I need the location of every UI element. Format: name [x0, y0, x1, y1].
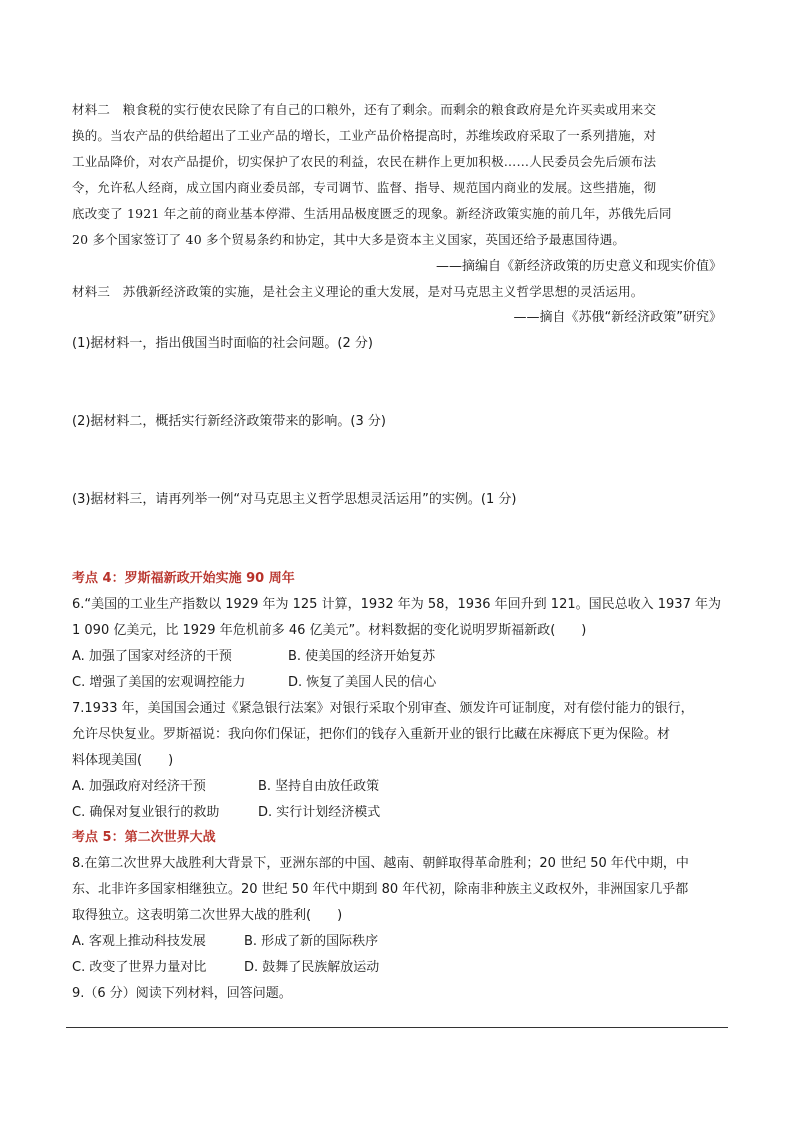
material2-line: 换的。当农产品的供给超出了工业产品的增长，工业产品价格提高时，苏维埃政府采取了一系列措施，对	[72, 128, 657, 143]
section-title-4: 考点 4：罗斯福新政开始实施 90 周年	[72, 571, 295, 586]
material2-line: 令，允许私人经商，成立国内商业委员部，专司调节、监督、指导、规范国内商业的发展。这些措施，彻	[72, 180, 657, 195]
q6-option-d: D. 恢复了美国人民的信心	[288, 675, 437, 690]
sub-question-3: (3)据材料三，请再列举一例“对马克思主义哲学思想灵活运用”的实例。(1 分)	[72, 492, 517, 507]
q7-option-d: D. 实行计划经济模式	[258, 805, 381, 820]
material2-line: 材料二 粮食税的实行使农民除了有自己的口粮外，还有了剩余。而剩余的粮食政府是允许买卖或用来交	[72, 102, 657, 117]
q6-option-a: A. 加强了国家对经济的干预	[72, 649, 232, 664]
q8-option-c: C. 改变了世界力量对比	[72, 960, 207, 975]
material2-source: ——摘编自《新经济政策的历史意义和现实价值》	[435, 259, 722, 274]
q6-option-c: C. 增强了美国的宏观调控能力	[72, 675, 246, 690]
q8-option-a: A. 客观上推动科技发展	[72, 934, 206, 949]
q7-option-c: C. 确保对复业银行的救助	[72, 805, 220, 820]
material2-line: 底改变了 1921 年之前的商业基本停滞、生活用品极度匮乏的现象。新经济政策实施的前几年，苏俄先后同	[72, 206, 672, 221]
sub-question-2: (2)据材料二，概括实行新经济政策带来的影响。(3 分)	[72, 414, 386, 429]
q9-text: 9.（6 分）阅读下列材料，回答问题。	[72, 986, 292, 1001]
material2-line: 工业品降价，对农产品提价，切实保护了农民的利益，农民在耕作上更加积极……人民委员会先后颁布法	[72, 154, 657, 169]
q6-line: 1 090 亿美元，比 1929 年危机前多 46 亿美元”。材料数据的变化说明罗斯福新政( )	[72, 623, 587, 638]
q8-line: 8.在第二次世界大战胜利大背景下，亚洲东部的中国、越南、朝鲜取得革命胜利；20 世纪 50 年代中期，中	[72, 856, 689, 871]
q7-line: 料体现美国( )	[72, 753, 174, 768]
footer-divider	[66, 1027, 728, 1028]
material3-text: 材料三 苏俄新经济政策的实施，是社会主义理论的重大发展，是对马克思主义哲学思想的灵活运用。	[72, 284, 644, 299]
q8-option-d: D. 鼓舞了民族解放运动	[244, 960, 380, 975]
material3-source: ——摘自《苏俄“新经济政策”研究》	[513, 310, 722, 325]
q8-line: 取得独立。这表明第二次世界大战的胜利( )	[72, 908, 343, 923]
q7-option-b: B. 坚持自由放任政策	[258, 779, 380, 794]
section-title-5: 考点 5：第二次世界大战	[72, 830, 216, 845]
q7-option-a: A. 加强政府对经济干预	[72, 779, 206, 794]
q6-option-b: B. 使美国的经济开始复苏	[288, 649, 436, 664]
q8-option-b: B. 形成了新的国际秩序	[244, 934, 379, 949]
q8-line: 东、北非许多国家相继独立。20 世纪 50 年代中期到 80 年代初，除南非种族主义政权外，非洲国家几乎都	[72, 882, 689, 897]
sub-question-1: (1)据材料一，指出俄国当时面临的社会问题。(2 分)	[72, 336, 373, 351]
material2-line: 20 多个国家签订了 40 多个贸易条约和协定，其中大多是资本主义国家，英国还给予最惠国待遇。	[72, 232, 626, 247]
q7-line: 允许尽快复业。罗斯福说：我向你们保证，把你们的钱存入重新开业的银行比藏在床褥底下更为保险。材	[72, 727, 671, 742]
q7-line: 7.1933 年，美国国会通过《紧急银行法案》对银行采取个别审查、颁发许可证制度，对有偿付能力的银行，	[72, 701, 694, 716]
q6-line: 6.“美国的工业生产指数以 1929 年为 125 计算，1932 年为 58，1936 年回升到 121。国民总收入 1937 年为	[72, 597, 721, 612]
